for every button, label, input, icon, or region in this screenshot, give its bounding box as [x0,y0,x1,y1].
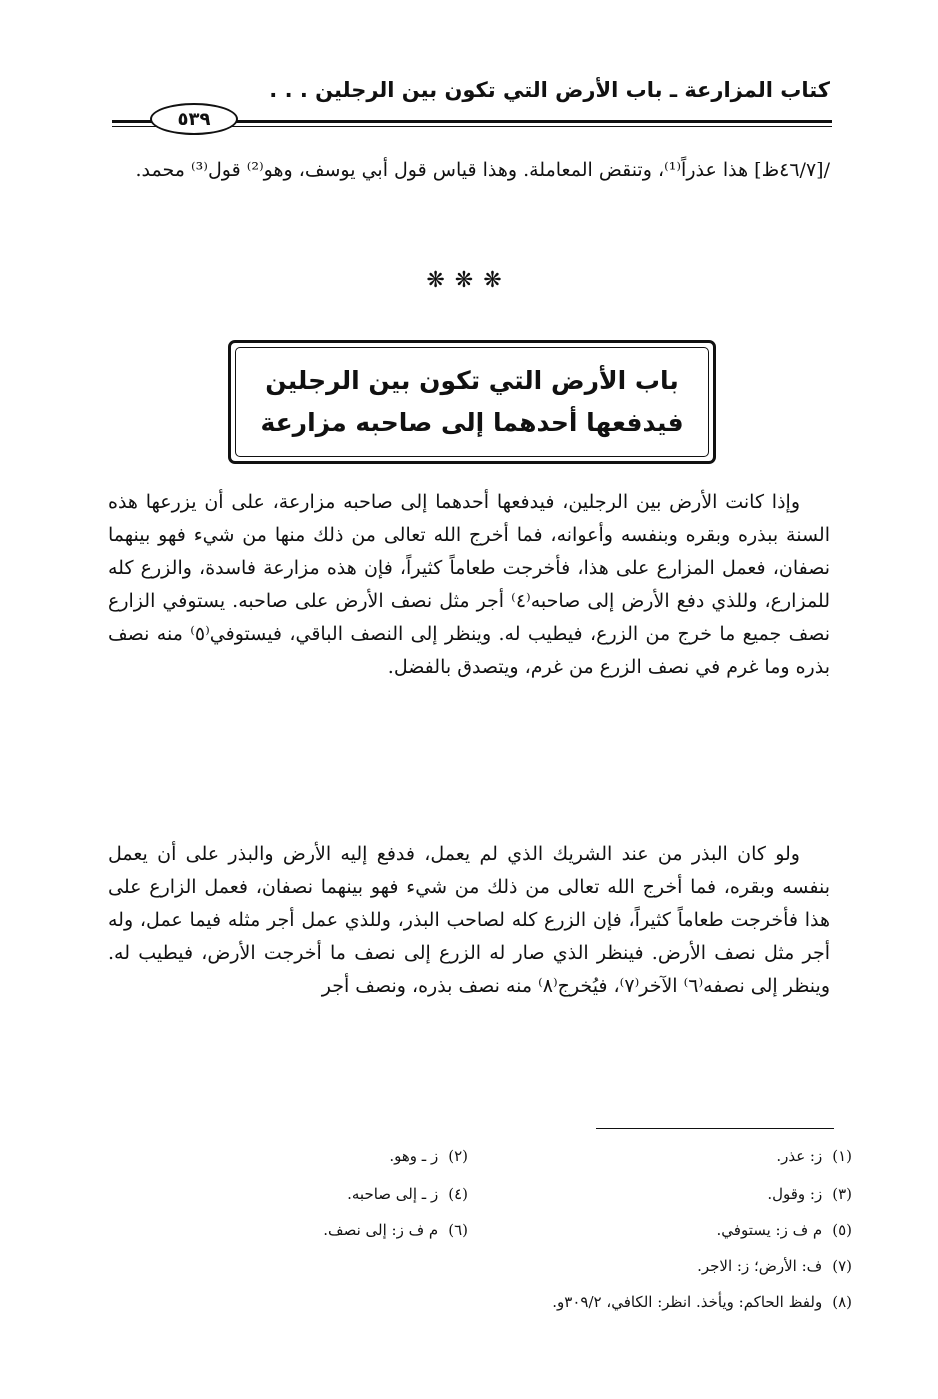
footnote-text: م ف ز: إلى نصف. [323,1221,439,1239]
footnote-2 [389,1146,468,1166]
intro-paragraph: /[٤٦/٧ظ] هذا عذراً⁽¹⁾، وتنقض المعاملة. وهذا قياس قول أبي يوسف، وهو⁽²⁾ قول⁽³⁾ محمد. [135,159,830,181]
body-paragraph-1 [108,486,830,684]
body-paragraph-1-text: وإذا كانت الأرض بين الرجلين، فيدفعها أحدهما إلى صاحبه مزارعة، على أن يزرعها هذه السنة ببذره وبقره وبنفسه وأعوانه، فما أخرج الله تعالى من ذلك منها من شيء فهو بينهما نصفان، فعمل المزارع على هذا، فأخرجت طعاماً كثيراً، فإن هذه مزارعة فاسدة، والزرع كله للمزارع، وللذي دفع الأرض إلى صاحبه⁽٤⁾ أجر مثل نصف الأرض على صاحبه. يستوفي الزارع نصف جميع ما خرج من الزرع، فيطيب له. وينظر إلى النصف الباقي، فيستوفي⁽٥⁾ منه نصف بذره وما غرم في نصف الزرع من غرم، ويتصدق بالفضل. [108,491,831,678]
footnote-text: ز ـ إلى صاحبه. [347,1185,439,1203]
footnote-text: ف: الأرض؛ ز: الاجر. [697,1257,823,1275]
footnote-number: (٨) [832,1293,852,1311]
chapter-title [240,360,704,444]
footnote-number: (٢) [448,1147,468,1165]
footnote-7 [697,1256,852,1276]
footnote-number: (٤) [448,1185,468,1203]
footnote-text: ز: وقول. [767,1185,823,1203]
chapter-title-line-1: باب الأرض التي تكون بين الرجلين [265,366,679,395]
footnote-separator [596,1128,834,1129]
section-ornament: ❋❋❋ [426,268,512,293]
footnote-number: (٦) [448,1221,468,1239]
page-number: ٥٣٩ [150,103,238,135]
footnote-number: (٣) [832,1185,852,1203]
footnote-text: ز: عذر. [776,1147,823,1165]
footnote-number: (٥) [832,1221,852,1239]
body-paragraph-2 [108,838,830,1003]
footnote-8 [552,1292,852,1312]
running-head: كتاب المزارعة ـ باب الأرض التي تكون بين الرجلين . . . [269,78,830,102]
footnote-number: (٧) [832,1257,852,1275]
footnote-text: م ف ز: يستوفي. [716,1221,823,1239]
footnote-text: ولفظ الحاكم: ويأخذ. انظر: الكافي، ٣٠٩/٢و. [552,1293,823,1311]
footnote-4 [347,1184,468,1204]
body-paragraph-2-text: ولو كان البذر من عند الشريك الذي لم يعمل، فدفع إليه الأرض والبذر على أن يعمل بنفسه وبقره، فما أخرج الله تعالى من ذلك من شيء فهو بينهما نصفان، فعمل الزارع على هذا فأخرجت طعاماً كثيراً، فإن الزرع كله لصاحب البذر، وللذي عمل أجر مثله فيما عمل، وله أجر مثل نصف الأرض. فينظر الذي صار له الزرع إلى نصف ما أخرجت الأرض، فيطيب له. وينظر إلى نصفه⁽٦⁾ الآخر⁽٧⁾، فيُخرج⁽٨⁾ منه نصف بذره، ونصف أجر [108,843,830,997]
footnote-6 [323,1220,468,1240]
footnote-5 [717,1220,853,1240]
footnote-1 [776,1146,852,1166]
footnote-number: (١) [832,1147,852,1165]
footnote-3 [767,1184,852,1204]
footnote-text: ز ـ وهو. [389,1147,439,1165]
chapter-title-line-2: فيدفعها أحدهما إلى صاحبه مزارعة [260,408,684,437]
